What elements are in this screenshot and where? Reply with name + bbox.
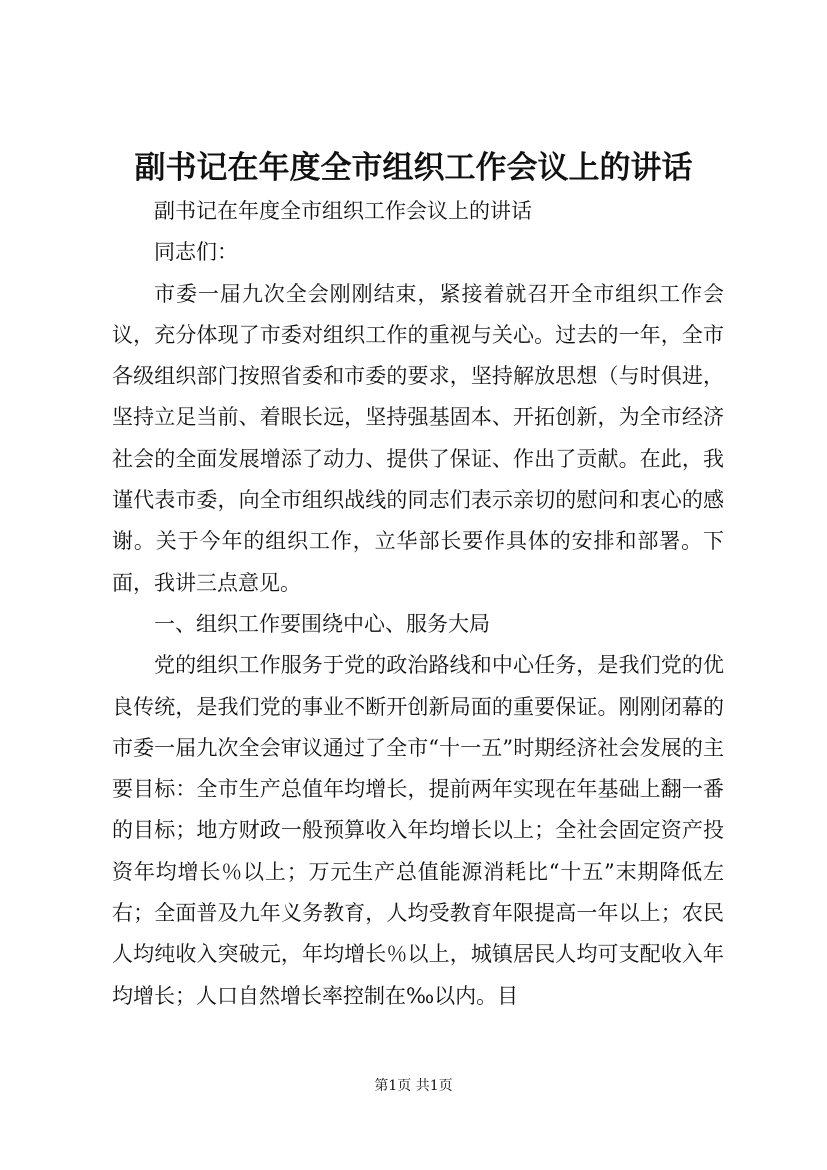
salutation-paragraph: 同志们： <box>154 240 238 265</box>
document-body <box>112 191 724 1017</box>
section-1-paragraph: 党的组织工作服务于党的政治路线和中心任务，是我们党的优良传统，是我们党的事业不断开创新局面的重要保证。刚刚闭幕的市委一届九次全会审议通过了全市“十一五”时期经济社会发展的主要目标：全市生产总值年均增长，提前两年实现在年基础上翻一番的目标；地方财政一般预算收入年均增长以上；全社会固定资产投资年均增长％以上；万元生产总值能源消耗比“十五”末期降低左右；全面普及九年义务教育，人均受教育年限提高一年以上；农民人均纯收入突破元，年均增长％以上，城镇居民人均可支配收入年均增长；人口自然增长率控制在‰以内。目 <box>112 653 724 1008</box>
document-title: 副书记在年度全市组织工作会议上的讲话 <box>134 150 693 186</box>
subtitle-paragraph: 副书记在年度全市组织工作会议上的讲话 <box>154 199 532 223</box>
intro-paragraph: 市委一届九次全会刚刚结束，紧接着就召开全市组织工作会议，充分体现了市委对组织工作的重视与关心。过去的一年，全市各级组织部门按照省委和市委的要求，坚持解放思想（与时俱进，坚持立足当前、着眼长远，坚持强基固本、开拓创新，为全市经济社会的全面发展增添了动力、提供了保证、作出了贡献。在此，我谨代表市委，向全市组织战线的同志们表示亲切的慰问和衷心的感谢。关于今年的组织工作，立华部长要作具体的安排和部署。下面，我讲三点意见。 <box>112 281 724 595</box>
page-footer: 第1页 共1页 <box>374 1078 453 1094</box>
section-heading-1: 一、组织工作要围绕中心、服务大局 <box>154 611 490 636</box>
